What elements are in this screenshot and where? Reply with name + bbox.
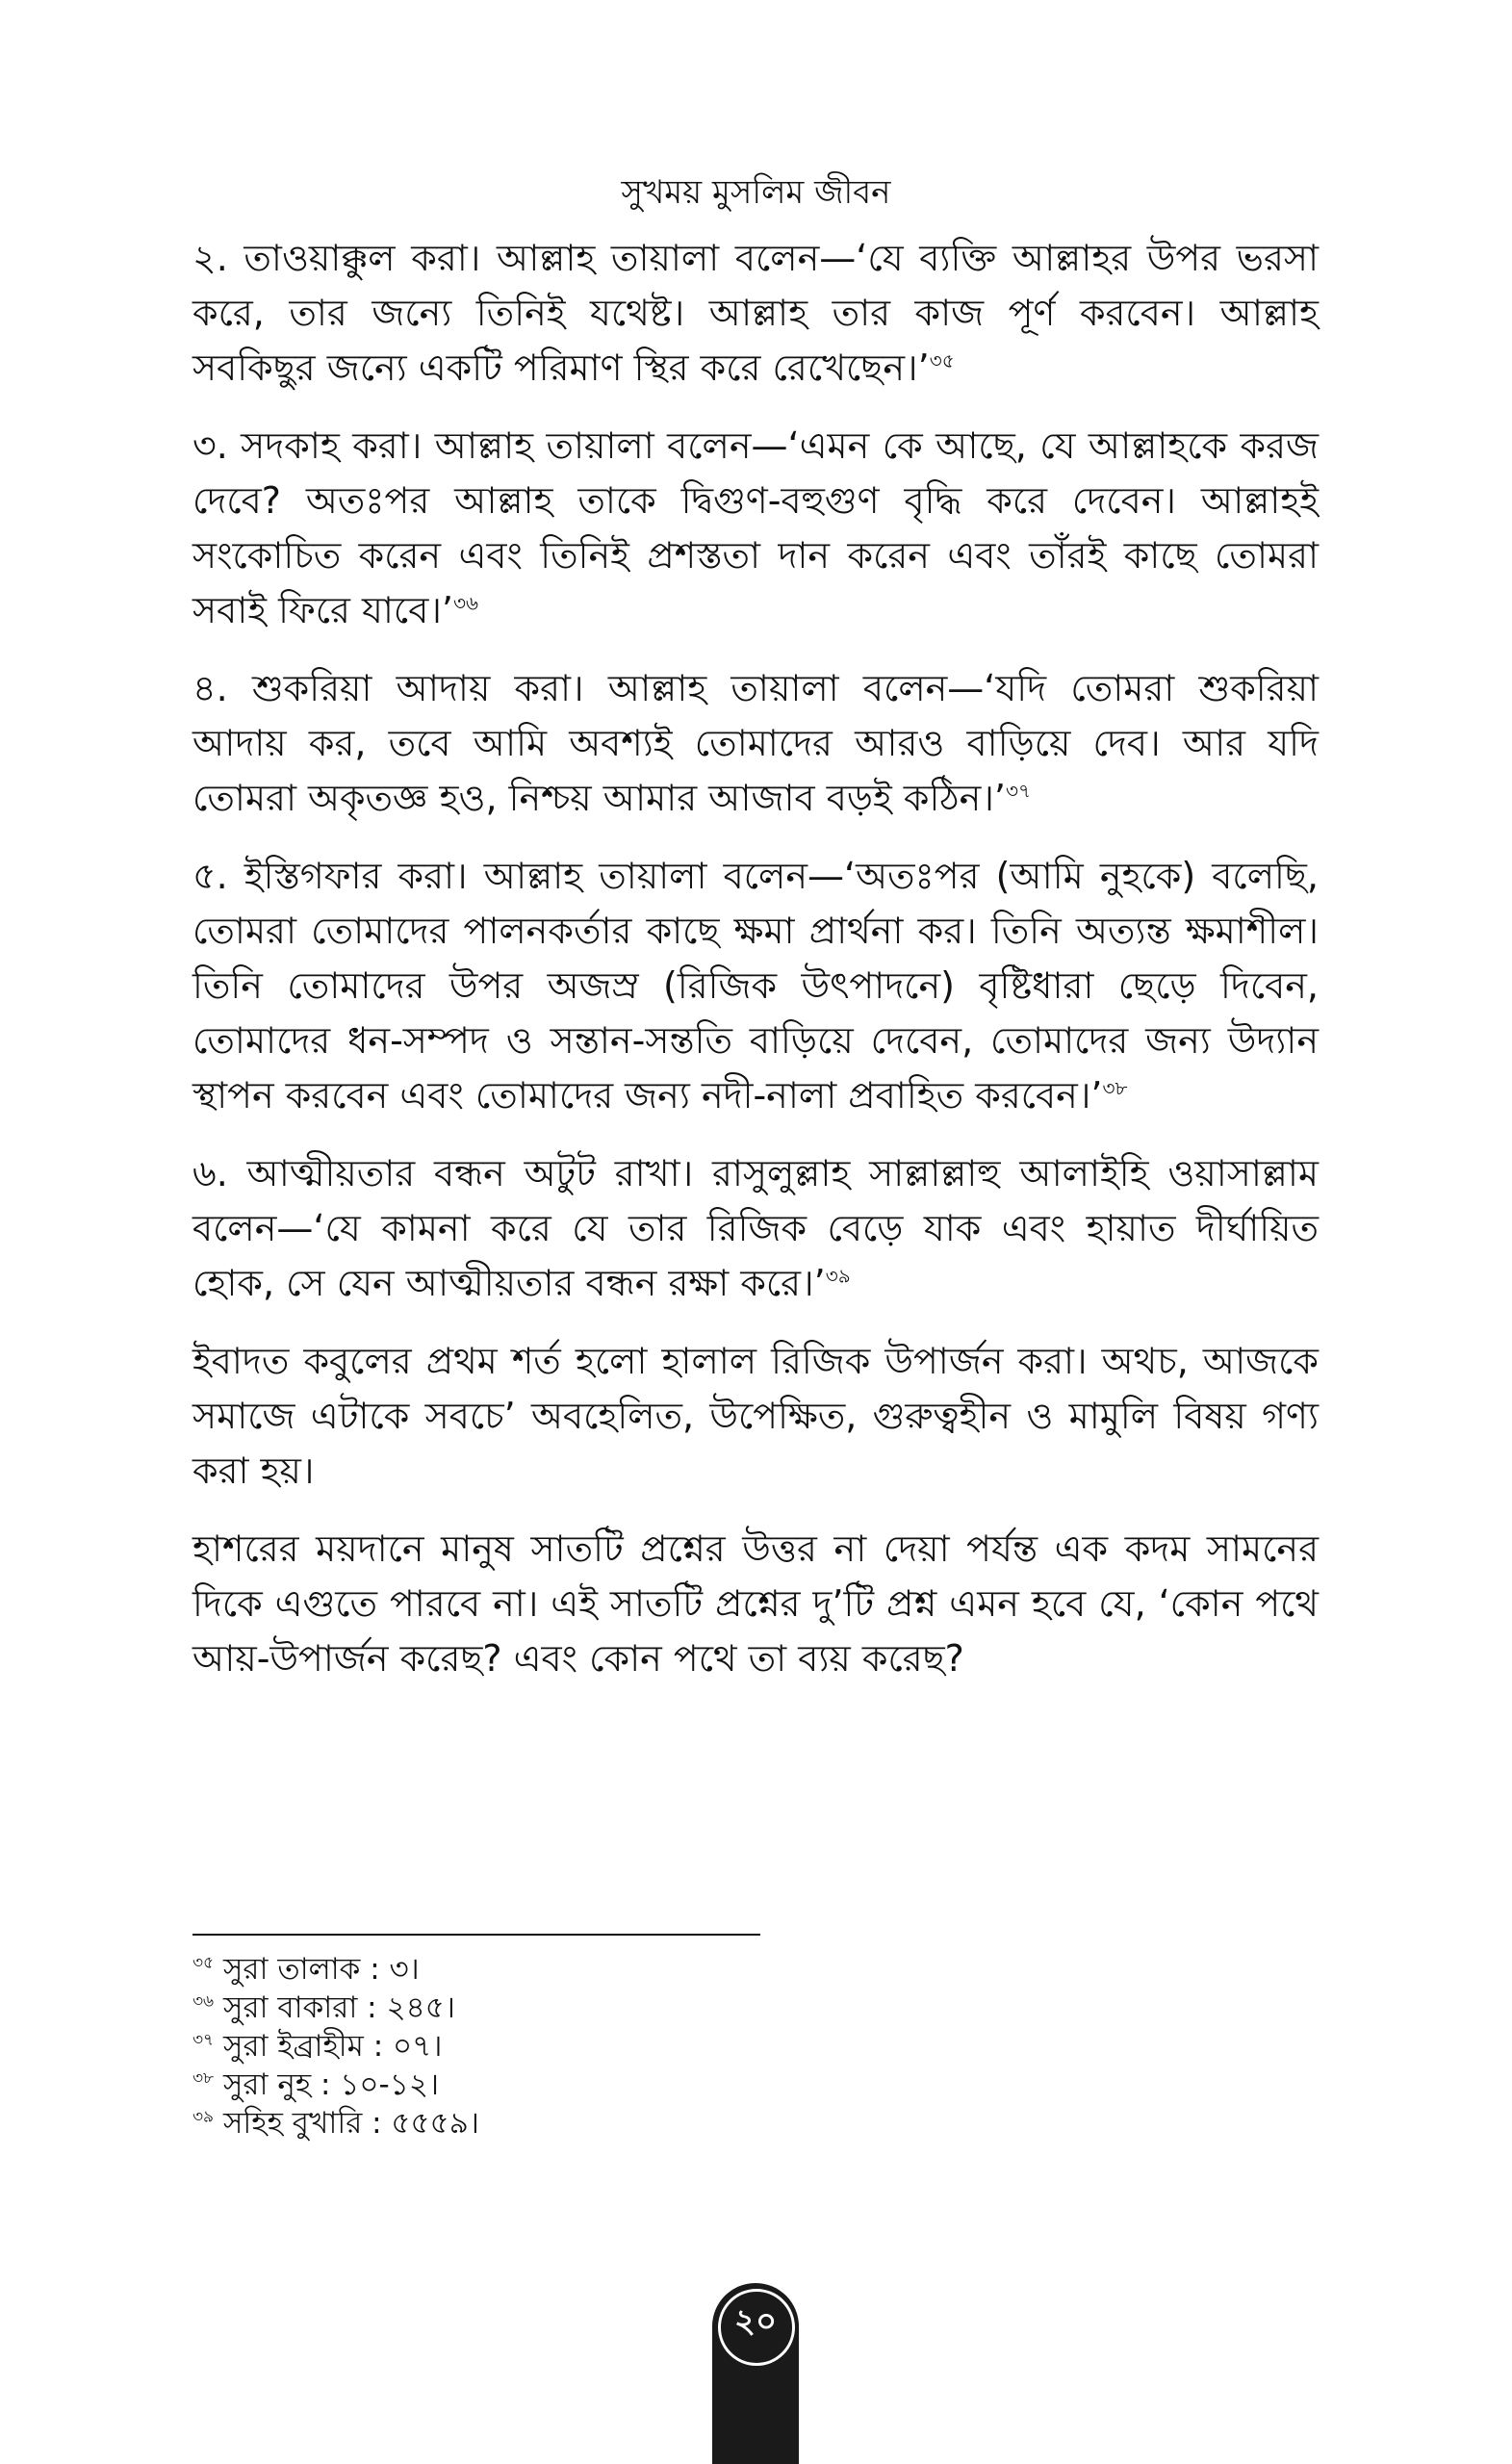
footnote-number: ৩৫ <box>192 1953 215 1973</box>
body-text <box>192 231 1319 1709</box>
paragraph-text: ৫. ইস্তিগফার করা। আল্লাহ তায়ালা বলেন—‘অতঃপর (আমি নুহকে) বলেছি, তোমরা তোমাদের পালনকর্তার কাছে ক্ষমা প্রার্থনা কর। তিনি অত্যন্ত ক্ষমাশীল। তিনি তোমাদের উপর অজস্র (রিজিক উৎপাদনে) বৃষ্টিধারা ছেড়ে দিবেন, তোমাদের ধন-সম্পদ ও সন্তান-সন্ততি বাড়িয়ে দেবেন, তোমাদের জন্য উদ্যান স্থাপন করবেন এবং তোমাদের জন্য নদী-নালা প্রবাহিত করবেন।’ <box>192 855 1319 1116</box>
footnote-item <box>192 2027 1059 2066</box>
footnote-ref: ৩৯ <box>825 1264 851 1288</box>
paragraph-hashr <box>192 1522 1319 1686</box>
footnote-text: সুরা তালাক : ৩। <box>222 1952 420 1987</box>
paragraph-kinship <box>192 1146 1319 1311</box>
paragraph-text: ৪. শুকরিয়া আদায় করা। আল্লাহ তায়ালা বলেন—‘যদি তোমরা শুকরিয়া আদায় কর, তবে আমি অবশ্যই তোমাদের আরও বাড়িয়ে দেব। আর যদি তোমরা অকৃতজ্ঞ হও, নিশ্চয় আমার আজাব বড়ই কঠিন।’ <box>192 667 1319 819</box>
footnote-item <box>192 2104 1059 2143</box>
footnote-ref: ৩৫ <box>929 348 955 372</box>
paragraph-text: হাশরের ময়দানে মানুষ সাতটি প্রশ্নের উত্তর না দেয়া পর্যন্ত এক কদম সামনের দিকে এগুতে পারবে না। এই সাতটি প্রশ্নের দু’টি প্রশ্ন এমন হবে যে, ‘কোন পথে আয়-উপার্জন করেছ? এবং কোন পথে তা ব্যয় করেছ? <box>192 1527 1319 1680</box>
paragraph-text: ২. তাওয়াক্কুল করা। আল্লাহ তায়ালা বলেন—‘যে ব্যক্তি আল্লাহর উপর ভরসা করে, তার জন্যে তিনিই যথেষ্ট। আল্লাহ তার কাজ পূর্ণ করবেন। আল্লাহ সবকিছুর জন্যে একটি পরিমাণ স্থির করে রেখেছেন।’ <box>192 237 1319 389</box>
footnote-number: ৩৮ <box>192 2068 215 2089</box>
paragraph-sadaqah <box>192 419 1319 638</box>
paragraph-shukr <box>192 661 1319 826</box>
footnote-text: সহিহ বুখারি : ৫৫৫৯। <box>222 2106 479 2141</box>
paragraph-tawakkul <box>192 231 1319 396</box>
footnote-item <box>192 2066 1059 2104</box>
paragraph-text: ইবাদত কবুলের প্রথম শর্ত হলো হালাল রিজিক উপার্জন করা। অথচ, আজকে সমাজে এটাকে সবচে’ অবহেলিত, উপেক্ষিত, গুরুত্বহীন ও মামুলি বিষয় গণ্য করা হয়। <box>192 1340 1319 1492</box>
paragraph-text: ৬. আত্মীয়তার বন্ধন অটুট রাখা। রাসুলুল্লাহ সাল্লাল্লাহু আলাইহি ওয়াসাল্লাম বলেন—‘যে কামনা করে যে তার রিজিক বেড়ে যাক এবং হায়াত দীর্ঘায়িত হোক, সে যেন আত্মীয়তার বন্ধন রক্ষা করে।’ <box>192 1152 1319 1304</box>
paragraph-text: ৩. সদকাহ করা। আল্লাহ তায়ালা বলেন—‘এমন কে আছে, যে আল্লাহকে করজ দেবে? অতঃপর আল্লাহ তাকে দ্বিগুণ-বহুগুণ বৃদ্ধি করে দেবেন। আল্লাহই সংকোচিত করেন এবং তিনিই প্রশস্ততা দান করেন এবং তাঁরই কাছে তোমরা সবাই ফিরে যাবে।’ <box>192 424 1319 631</box>
footnote-item <box>192 1989 1059 2027</box>
paragraph-halal-income <box>192 1334 1319 1499</box>
footnote-divider <box>192 1934 760 1936</box>
paragraph-istighfar <box>192 849 1319 1123</box>
footnotes <box>192 1950 1059 2143</box>
footnote-text: সুরা ইব্রাহীম : ০৭। <box>222 2029 443 2064</box>
footnote-number: ৩৯ <box>192 2107 215 2127</box>
footnote-number: ৩৬ <box>192 1991 215 2012</box>
footnote-number: ৩৭ <box>192 2030 215 2050</box>
footnote-text: সুরা বাকারা : ২৪৫। <box>222 1990 455 2025</box>
footnote-ref: ৩৮ <box>1102 1076 1128 1100</box>
footnote-text: সুরা নুহ : ১০-১২। <box>222 2067 440 2102</box>
running-head: সুখময় মুসলিম জীবন <box>621 173 891 212</box>
footnote-item <box>192 1950 1059 1989</box>
footnote-ref: ৩৭ <box>1006 779 1032 803</box>
page-number-tab <box>712 2283 799 2464</box>
footnote-ref: ৩৬ <box>453 591 479 615</box>
page-number: ২০ <box>733 2302 778 2341</box>
